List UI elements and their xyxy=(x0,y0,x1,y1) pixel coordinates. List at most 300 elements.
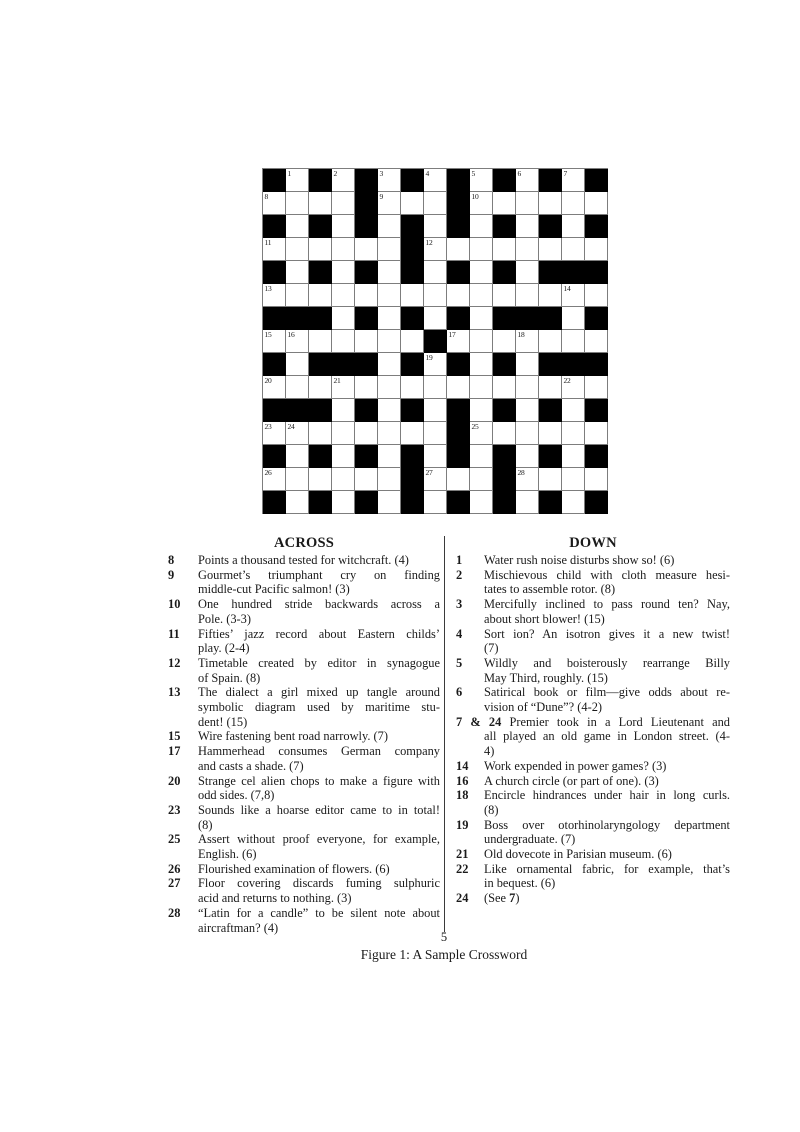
grid-cell[interactable] xyxy=(516,353,539,376)
grid-cell-black xyxy=(309,169,332,192)
clue-number: 16 xyxy=(456,773,469,788)
clue-item xyxy=(456,627,730,656)
clue-line: vision of “Dune”? (4-2) xyxy=(484,700,603,715)
grid-cell[interactable] xyxy=(516,422,539,445)
grid-cell[interactable] xyxy=(470,238,493,261)
grid-cell-number: 6 xyxy=(517,169,522,178)
grid-cell[interactable] xyxy=(263,422,286,445)
grid-cell[interactable] xyxy=(332,445,355,468)
grid-cell-black xyxy=(401,215,424,238)
grid-cell-black xyxy=(401,399,424,422)
grid-cell[interactable] xyxy=(516,491,539,514)
grid-cell-black xyxy=(401,445,424,468)
clue-number: 19 xyxy=(456,817,469,832)
clue-item xyxy=(168,862,440,877)
clue-line: (8) xyxy=(198,817,213,832)
clue-item xyxy=(456,862,730,891)
grid-cell[interactable] xyxy=(286,353,309,376)
grid-cell[interactable] xyxy=(424,422,447,445)
grid-cell-black xyxy=(263,261,286,284)
grid-cell-black xyxy=(401,261,424,284)
grid-cell[interactable] xyxy=(539,468,562,491)
grid-cell-black xyxy=(539,261,562,284)
grid-cell-number: 16 xyxy=(287,330,295,339)
grid-cell[interactable] xyxy=(332,169,355,192)
grid-cell[interactable] xyxy=(378,422,401,445)
clue-line: Mischievous child with cloth measure hesi- xyxy=(484,567,730,582)
grid-cell[interactable] xyxy=(470,215,493,238)
grid-cell-black xyxy=(401,468,424,491)
grid-cell-black xyxy=(309,261,332,284)
grid-cell[interactable] xyxy=(493,238,516,261)
clue-number: 14 xyxy=(456,758,469,773)
clue-item xyxy=(168,803,440,832)
clue-item xyxy=(168,774,440,803)
grid-cell-black xyxy=(493,353,516,376)
grid-cell[interactable] xyxy=(562,376,585,399)
grid-cell-black xyxy=(447,399,470,422)
grid-cell[interactable] xyxy=(516,192,539,215)
grid-cell[interactable] xyxy=(424,215,447,238)
grid-cell[interactable] xyxy=(562,192,585,215)
grid-cell[interactable] xyxy=(424,445,447,468)
clue-line: Mercifully inclined to pass round ten? Nay, xyxy=(484,597,730,612)
grid-cell[interactable] xyxy=(516,330,539,353)
grid-cell[interactable] xyxy=(378,376,401,399)
grid-cell-black xyxy=(309,399,332,422)
clue-line: English. (6) xyxy=(198,847,257,862)
grid-cell-number: 19 xyxy=(425,353,433,362)
grid-cell[interactable] xyxy=(263,468,286,491)
grid-cell-black xyxy=(401,353,424,376)
clue-item xyxy=(456,568,730,597)
grid-cell[interactable] xyxy=(332,376,355,399)
grid-cell[interactable] xyxy=(309,192,332,215)
grid-cell[interactable] xyxy=(332,422,355,445)
grid-cell-number: 12 xyxy=(425,238,433,247)
grid-cell-number: 7 xyxy=(563,169,568,178)
grid-cell[interactable] xyxy=(447,468,470,491)
grid-cell[interactable] xyxy=(263,238,286,261)
clue-item xyxy=(456,656,730,685)
grid-cell[interactable] xyxy=(539,422,562,445)
grid-cell[interactable] xyxy=(470,330,493,353)
grid-cell[interactable] xyxy=(378,215,401,238)
grid-cell[interactable] xyxy=(516,468,539,491)
clue-line: Boss over otorhinolaryngology department xyxy=(484,817,730,832)
grid-cell[interactable] xyxy=(470,376,493,399)
grid-cell[interactable] xyxy=(539,376,562,399)
grid-cell-black xyxy=(263,307,286,330)
clue-line: Work expended in power games? (3) xyxy=(484,758,667,773)
grid-cell[interactable] xyxy=(585,330,608,353)
clue-number: 13 xyxy=(168,685,181,700)
clue-item xyxy=(168,656,440,685)
grid-cell[interactable] xyxy=(562,215,585,238)
grid-cell-number: 18 xyxy=(517,330,525,339)
grid-cell[interactable] xyxy=(585,192,608,215)
clue-line: all played an old game in London street. (4- xyxy=(484,729,730,744)
grid-cell-black xyxy=(401,169,424,192)
grid-cell[interactable] xyxy=(424,169,447,192)
grid-cell-black xyxy=(355,215,378,238)
clue-number: 9 xyxy=(168,567,175,582)
grid-cell[interactable] xyxy=(470,422,493,445)
grid-cell[interactable] xyxy=(516,284,539,307)
grid-cell[interactable] xyxy=(447,284,470,307)
grid-cell[interactable] xyxy=(562,284,585,307)
clue-line: Flourished examination of flowers. (6) xyxy=(198,861,390,876)
clue-line: The dialect a girl mixed up tangle around xyxy=(198,685,440,700)
clue-item xyxy=(456,553,730,568)
grid-cell-number: 1 xyxy=(287,169,292,178)
grid-cell[interactable] xyxy=(332,192,355,215)
grid-cell-black xyxy=(263,399,286,422)
clue-line: about short blower! (15) xyxy=(484,611,605,626)
clue-line: 4) xyxy=(484,744,495,759)
grid-cell[interactable] xyxy=(470,491,493,514)
grid-cell[interactable] xyxy=(493,422,516,445)
grid-cell-black xyxy=(493,215,516,238)
grid-cell[interactable] xyxy=(539,284,562,307)
grid-cell[interactable] xyxy=(263,192,286,215)
clue-line: Like ornamental fabric, for example, that’s xyxy=(484,861,730,876)
clue-line: Satirical book or film—give odds about re- xyxy=(484,685,730,700)
crossword-grid[interactable] xyxy=(262,168,608,514)
clue-number: 25 xyxy=(168,832,181,847)
grid-cell[interactable] xyxy=(539,238,562,261)
grid-cell[interactable] xyxy=(378,192,401,215)
grid-cell[interactable] xyxy=(332,261,355,284)
grid-cell[interactable] xyxy=(309,468,332,491)
grid-cell-black xyxy=(539,215,562,238)
grid-cell-black xyxy=(447,445,470,468)
grid-cell[interactable] xyxy=(286,215,309,238)
grid-cell[interactable] xyxy=(424,376,447,399)
grid-cell[interactable] xyxy=(562,468,585,491)
grid-cell[interactable] xyxy=(447,330,470,353)
grid-cell-black xyxy=(263,491,286,514)
grid-cell[interactable] xyxy=(424,238,447,261)
grid-cell[interactable] xyxy=(378,353,401,376)
grid-cell-black xyxy=(447,307,470,330)
grid-cell[interactable] xyxy=(470,445,493,468)
clue-number: 5 xyxy=(456,655,463,670)
clue-line: undergraduate. (7) xyxy=(484,832,576,847)
grid-cell[interactable] xyxy=(470,307,493,330)
grid-cell[interactable] xyxy=(516,445,539,468)
clue-line: tates to assemble rotor. (8) xyxy=(484,582,616,597)
grid-cell[interactable] xyxy=(286,169,309,192)
grid-cell[interactable] xyxy=(355,238,378,261)
down-section xyxy=(456,535,730,906)
grid-cell[interactable] xyxy=(309,284,332,307)
grid-cell[interactable] xyxy=(516,376,539,399)
grid-cell-number: 17 xyxy=(448,330,456,339)
grid-cell-black xyxy=(447,422,470,445)
grid-cell[interactable] xyxy=(585,376,608,399)
clue-number: 18 xyxy=(456,788,469,803)
grid-cell[interactable] xyxy=(516,169,539,192)
grid-cell-number: 5 xyxy=(471,169,476,178)
grid-cell[interactable] xyxy=(447,238,470,261)
grid-cell[interactable] xyxy=(562,445,585,468)
grid-cell-black xyxy=(355,491,378,514)
grid-cell-number: 8 xyxy=(264,192,269,201)
grid-cell-black xyxy=(401,238,424,261)
grid-cell[interactable] xyxy=(332,330,355,353)
grid-cell[interactable] xyxy=(424,307,447,330)
clue-item xyxy=(456,597,730,626)
grid-cell-black xyxy=(309,353,332,376)
grid-cell[interactable] xyxy=(585,238,608,261)
grid-cell[interactable] xyxy=(562,491,585,514)
page-number: 5 xyxy=(440,930,448,944)
clue-line: Wildly and boisterously rearrange Billy xyxy=(484,655,730,670)
clue-line: of Spain. (8) xyxy=(198,670,261,685)
grid-cell[interactable] xyxy=(562,399,585,422)
across-clue-list xyxy=(168,553,440,935)
clue-item xyxy=(168,627,440,656)
grid-cell-number: 4 xyxy=(425,169,430,178)
clue-item xyxy=(456,685,730,714)
grid-cell[interactable] xyxy=(355,468,378,491)
grid-cell[interactable] xyxy=(516,238,539,261)
grid-cell[interactable] xyxy=(332,399,355,422)
grid-cell[interactable] xyxy=(378,399,401,422)
grid-cell[interactable] xyxy=(516,399,539,422)
grid-cell[interactable] xyxy=(286,192,309,215)
grid-cell[interactable] xyxy=(378,491,401,514)
clue-line: aircraftman? (4) xyxy=(198,920,279,935)
clue-line: play. (2-4) xyxy=(198,641,250,656)
grid-cell[interactable] xyxy=(378,330,401,353)
grid-cell-black xyxy=(493,261,516,284)
grid-cell[interactable] xyxy=(332,468,355,491)
grid-cell[interactable] xyxy=(401,376,424,399)
grid-cell-number: 26 xyxy=(264,468,272,477)
grid-cell[interactable] xyxy=(424,468,447,491)
clue-number: 20 xyxy=(168,773,181,788)
grid-cell[interactable] xyxy=(562,169,585,192)
grid-cell-black xyxy=(309,215,332,238)
grid-cell-black xyxy=(355,307,378,330)
clue-number: 3 xyxy=(456,597,463,612)
grid-cell[interactable] xyxy=(470,169,493,192)
grid-cell[interactable] xyxy=(401,422,424,445)
grid-cell[interactable] xyxy=(263,330,286,353)
grid-cell[interactable] xyxy=(562,307,585,330)
clue-number: 21 xyxy=(456,847,469,862)
grid-cell[interactable] xyxy=(470,353,493,376)
grid-cell-black xyxy=(493,399,516,422)
down-title: DOWN xyxy=(569,535,617,551)
grid-cell[interactable] xyxy=(332,491,355,514)
grid-cell[interactable] xyxy=(355,284,378,307)
grid-cell[interactable] xyxy=(286,422,309,445)
grid-cell[interactable] xyxy=(286,491,309,514)
clue-line: Hammerhead consumes German company xyxy=(198,744,440,759)
grid-cell[interactable] xyxy=(263,376,286,399)
grid-cell[interactable] xyxy=(493,330,516,353)
grid-cell-number: 14 xyxy=(563,284,571,293)
grid-cell[interactable] xyxy=(355,422,378,445)
grid-cell[interactable] xyxy=(562,238,585,261)
grid-cell-black xyxy=(355,261,378,284)
grid-cell[interactable] xyxy=(378,261,401,284)
grid-cell[interactable] xyxy=(539,330,562,353)
clue-line: middle-cut Pacific salmon! (3) xyxy=(198,582,350,597)
grid-cell[interactable] xyxy=(470,284,493,307)
clue-number: 23 xyxy=(168,802,181,817)
grid-cell[interactable] xyxy=(332,307,355,330)
grid-cell[interactable] xyxy=(378,468,401,491)
clue-number: 17 xyxy=(168,744,181,759)
clue-item xyxy=(168,553,440,568)
clue-line: Strange cel alien chops to make a figure with xyxy=(198,773,440,788)
grid-cell-number: 28 xyxy=(517,468,525,477)
grid-cell[interactable] xyxy=(378,307,401,330)
grid-cell-black xyxy=(424,330,447,353)
grid-cell-black xyxy=(447,491,470,514)
grid-cell[interactable] xyxy=(309,422,332,445)
clue-item xyxy=(456,715,730,759)
grid-cell[interactable] xyxy=(286,261,309,284)
grid-cell[interactable] xyxy=(401,330,424,353)
grid-cell-black xyxy=(286,399,309,422)
grid-cell-black xyxy=(447,261,470,284)
grid-cell[interactable] xyxy=(355,330,378,353)
grid-cell-black xyxy=(447,169,470,192)
grid-cell[interactable] xyxy=(585,468,608,491)
grid-cell[interactable] xyxy=(424,192,447,215)
grid-cell[interactable] xyxy=(424,261,447,284)
clue-line: (7) xyxy=(484,641,499,656)
grid-cell[interactable] xyxy=(447,376,470,399)
grid-cell[interactable] xyxy=(309,376,332,399)
across-section xyxy=(168,535,440,935)
grid-cell[interactable] xyxy=(263,284,286,307)
figure-caption: Figure 1: A Sample Crossword xyxy=(360,947,528,962)
clue-line: symbolic diagram used by maritime stu- xyxy=(198,700,440,715)
grid-cell[interactable] xyxy=(401,192,424,215)
grid-cell-black xyxy=(447,215,470,238)
grid-cell-black xyxy=(493,307,516,330)
grid-cell-black xyxy=(309,491,332,514)
grid-cell[interactable] xyxy=(401,284,424,307)
grid-cell[interactable] xyxy=(378,238,401,261)
grid-cell[interactable] xyxy=(562,330,585,353)
grid-cell[interactable] xyxy=(424,399,447,422)
clue-item xyxy=(168,729,440,744)
clue-line: Encircle hindrances under hair in long curls. xyxy=(484,788,730,803)
grid-cell[interactable] xyxy=(493,376,516,399)
grid-cell[interactable] xyxy=(585,284,608,307)
clue-line: One hundred stride backwards across a xyxy=(198,597,440,612)
grid-cell-number: 22 xyxy=(563,376,571,385)
grid-cell[interactable] xyxy=(286,445,309,468)
grid-cell-number: 20 xyxy=(264,376,272,385)
grid-cell[interactable] xyxy=(424,284,447,307)
clue-line: Floor covering discards fuming sulphuric xyxy=(198,876,440,891)
grid-cell[interactable] xyxy=(539,192,562,215)
grid-cell-black xyxy=(355,399,378,422)
grid-cell[interactable] xyxy=(332,215,355,238)
grid-cell[interactable] xyxy=(562,422,585,445)
clue-number: 28 xyxy=(168,905,181,920)
grid-cell-black xyxy=(585,215,608,238)
clue-item xyxy=(168,597,440,626)
grid-cell-black xyxy=(355,353,378,376)
clue-line: 7 & 24 Premier took in a Lord Lieutenant and xyxy=(456,714,730,729)
clue-number: 1 xyxy=(456,553,463,567)
grid-cell[interactable] xyxy=(424,353,447,376)
grid-cell[interactable] xyxy=(286,376,309,399)
clue-line: May Third, roughly. (15) xyxy=(484,670,608,685)
clue-number: 8 xyxy=(168,553,175,567)
grid-cell-black xyxy=(539,399,562,422)
grid-cell[interactable] xyxy=(286,330,309,353)
clue-item xyxy=(456,891,730,906)
grid-cell-black xyxy=(585,353,608,376)
grid-cell[interactable] xyxy=(516,215,539,238)
clue-number: 26 xyxy=(168,861,181,876)
grid-cell[interactable] xyxy=(470,261,493,284)
grid-cell[interactable] xyxy=(378,445,401,468)
grid-cell-number: 11 xyxy=(264,238,272,247)
down-clue-list xyxy=(456,553,730,906)
grid-cell[interactable] xyxy=(470,399,493,422)
grid-cell[interactable] xyxy=(286,468,309,491)
grid-cell[interactable] xyxy=(470,192,493,215)
grid-cell-black xyxy=(562,353,585,376)
grid-cell-black xyxy=(263,169,286,192)
clue-item xyxy=(168,568,440,597)
clue-line: Points a thousand tested for witchcraft. (4) xyxy=(198,553,409,567)
grid-cell[interactable] xyxy=(470,468,493,491)
grid-cell[interactable] xyxy=(332,284,355,307)
grid-cell[interactable] xyxy=(516,261,539,284)
grid-cell-black xyxy=(401,491,424,514)
grid-cell[interactable] xyxy=(378,169,401,192)
grid-cell[interactable] xyxy=(585,422,608,445)
clue-item xyxy=(456,788,730,817)
grid-cell[interactable] xyxy=(378,284,401,307)
grid-cell[interactable] xyxy=(286,238,309,261)
grid-cell[interactable] xyxy=(309,330,332,353)
grid-cell[interactable] xyxy=(424,491,447,514)
grid-cell[interactable] xyxy=(332,238,355,261)
grid-cell[interactable] xyxy=(286,284,309,307)
clue-line: acid and returns to nothing. (3) xyxy=(198,891,352,906)
grid-cell-black xyxy=(539,353,562,376)
grid-cell-black xyxy=(493,491,516,514)
clue-number: 27 xyxy=(168,876,181,891)
grid-cell-black xyxy=(263,353,286,376)
grid-cell-black xyxy=(585,169,608,192)
grid-cell-black xyxy=(539,445,562,468)
clue-number: 6 xyxy=(456,685,463,700)
grid-cell[interactable] xyxy=(355,376,378,399)
grid-cell-black xyxy=(585,445,608,468)
clue-line: Gourmet’s triumphant cry on finding xyxy=(198,567,440,582)
clue-line: Assert without proof everyone, for example, xyxy=(198,832,440,847)
grid-cell[interactable] xyxy=(493,192,516,215)
grid-cell-black xyxy=(263,445,286,468)
grid-cell[interactable] xyxy=(493,284,516,307)
grid-cell[interactable] xyxy=(309,238,332,261)
grid-cell-number: 27 xyxy=(425,468,433,477)
